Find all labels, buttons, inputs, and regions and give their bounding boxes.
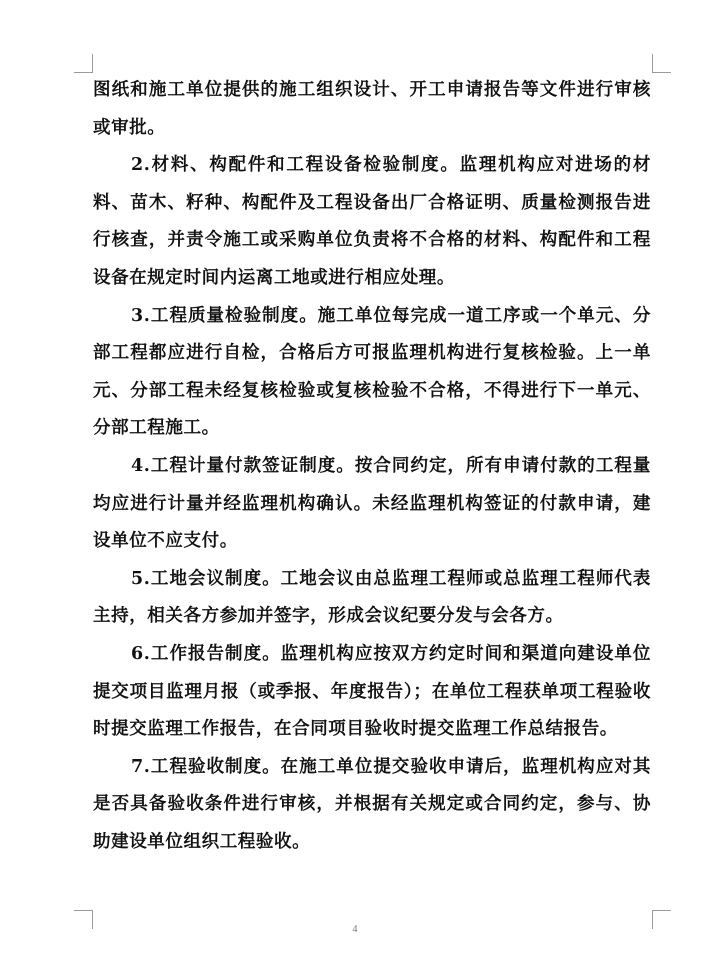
paragraph-material-inspection: 2.材料、构配件和工程设备检验制度。监理机构应对进场的材料、苗木、籽种、构配件及工程设备出厂合格证明、质量检测报告进行核查，并责令施工或采购单位负责将不合格的材料、构配件和工程设备在规定时间内运离工地或进行相应处理。 bbox=[93, 155, 651, 288]
crop-mark-top-left bbox=[74, 54, 93, 73]
document-body bbox=[93, 72, 651, 861]
paragraph-continuation: 图纸和施工单位提供的施工组织设计、开工申请报告等文件进行审核或审批。 bbox=[93, 80, 651, 138]
paragraph-site-meeting: 5.工地会议制度。工地会议由总监理工程师或总监理工程师代表主持，相关各方参加并签字，形成会议纪要分发与会各方。 bbox=[93, 568, 651, 627]
crop-mark-top-right bbox=[652, 54, 671, 73]
paragraph-quality-inspection: 3.工程质量检验制度。施工单位每完成一道工序或一个单元、分部工程都应进行自检，合格后方可报监理机构进行复核检验。上一单元、分部工程未经复核检验或复核检验不合格，不得进行下一单元、分部工程施工。 bbox=[93, 305, 651, 439]
paragraph-acceptance: 7.工程验收制度。在施工单位提交验收申请后，监理机构应对其是否具备验收条件进行审核，并根据有关规定或合同约定，参与、协助建设单位组织工程验收。 bbox=[93, 756, 651, 852]
page-number: 4 bbox=[352, 924, 358, 935]
paragraph-work-report: 6.工作报告制度。监理机构应按双方约定时间和渠道向建设单位提交项目监理月报（或季报、年度报告）；在单位工程获单项工程验收时提交监理工作报告，在合同项目验收时提交监理工作总结报告。 bbox=[93, 643, 651, 740]
paragraph-payment-certification: 4.工程计量付款签证制度。按合同约定，所有申请付款的工程量均应进行计量并经监理机构确认。未经监理机构签证的付款申请，建设单位不应支付。 bbox=[93, 455, 651, 552]
